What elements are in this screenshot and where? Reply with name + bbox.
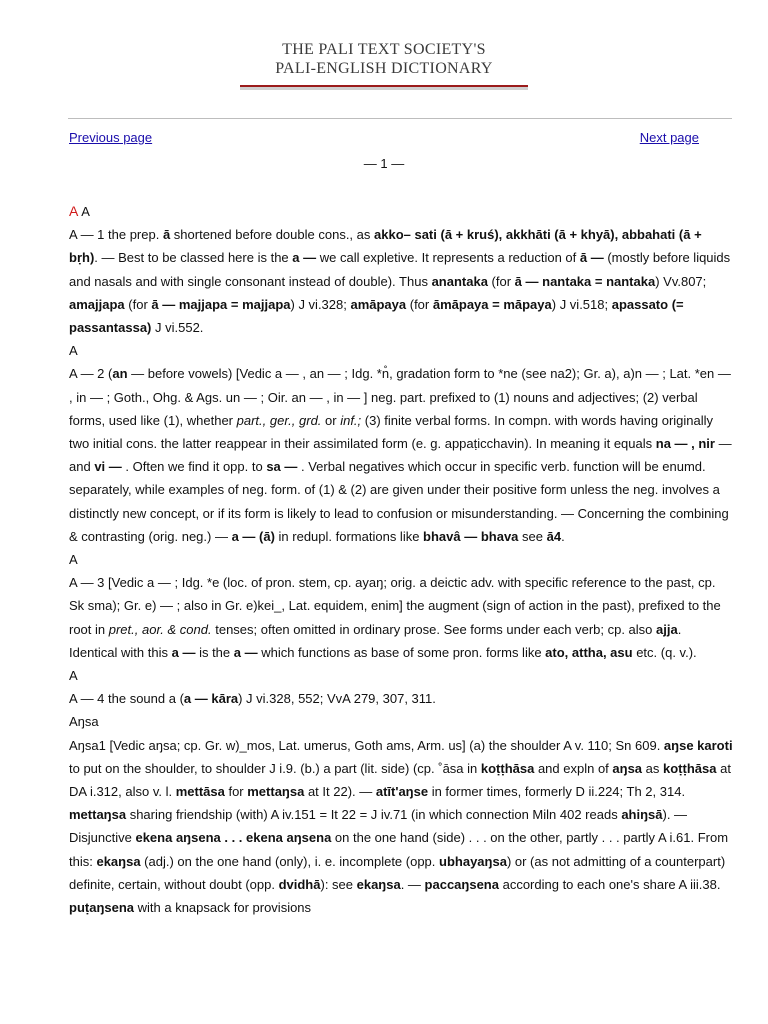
bold-term: ahiŋsā — [621, 807, 663, 823]
bold-term: ā — [162, 227, 171, 243]
bold-term: ā — majjapa = majjapa — [151, 296, 291, 312]
entry-headword: Aŋsa — [69, 714, 99, 730]
bold-term: akko– sati (ā + kruś), akkhāti (ā + khyā), abbahati (ā + bṛh) — [69, 227, 702, 266]
entries-list — [69, 223, 733, 919]
entry-body: Aŋsa1 [Vedic aŋsa; cp. Gr. w)_mos, Lat. umerus, Goth ams, Arm. us] (a) the shoulder A v. 110; Sn 609. aŋse karoti to put on the shoulder, to shoulder J i.9. (b.) a part (lit. side) (cp. ˚āsa in koṭṭhāsa and expln of aŋsa as koṭṭhāsa at DA i.312, also v. l. mettāsa for mettaŋsa at It 22). — atīt'aŋse in former times, formerly D ii.224; Th 2, 314. mettaŋsa sharing friendship (with) A iv.151 = It 22 = J iv.71 (in which connection Miln 402 reads ahiŋsā). — Disjunctive ekena aŋsena . . . ekena aŋsena on the one hand (side) . . . on the other, partly . . . partly A i.61. From this: ekaŋsa (adj.) on the one hand (only), i. e. incomplete (opp. ubhayaŋsa) or (as not admitting of a counterpart) definite, certain, without doubt (opp. dvidhā): see ekaŋsa. — paccaŋsena according to each one's share A iii.38. puṭaŋsena with a knapsack for provisions — [69, 737, 733, 916]
bold-term: a — — [171, 644, 196, 660]
bold-term: vi — — [94, 459, 122, 475]
bold-term: an — [112, 366, 128, 382]
entry-headword: A — [69, 343, 78, 359]
bold-term: bhavâ — bhava — [423, 528, 519, 544]
entry-body: A — 2 (an — before vowels) [Vedic a — , an — ; Idg. *n̊, gradation form to *ne (see na2); Gr. a), a)n — ; Lat. *en — , in — ; Goth., Ohg. & Ags. un — ; Oir. an — , in — ] neg. part. prefixed to (1) nouns and adjectives; (2) verbal forms, used like (1), whether part., ger., grd. or inf.; (3) finite verbal forms. In compn. with words having originally two initial cons. the latter reappear in their assimilated form (e. g. appaṭicchavin). In meaning it equals na — , nir — and vi — . Often we find it opp. to sa — . Verbal negatives which occur in specific verb. function will be enumd. separately, while examples of neg. form. of (1) & (2) are given under their positive form unless the neg. involves a distinctly new concept, or if its form is likely to lead to confusion or misunderstanding. — Concerning the combining & contrasting (orig. neg.) — a — (ā) in redupl. formations like bhavâ — bhava see ā4. — [69, 366, 732, 544]
previous-page-link[interactable]: Previous page — [69, 130, 153, 145]
bold-term: ekaŋsa — [356, 876, 401, 892]
bold-term: paccaŋsena — [424, 876, 499, 892]
bold-term: ā4 — [546, 528, 562, 544]
bold-term: ubhayaŋsa — [439, 853, 507, 869]
top-divider — [68, 118, 732, 119]
bold-term: a — (ā) — [231, 528, 275, 544]
bold-term: a — — [233, 644, 258, 660]
bold-term: amajjapa — [69, 296, 125, 312]
bold-term: amāpaya — [350, 296, 407, 312]
bold-term: ā — — [579, 250, 604, 266]
next-page-link[interactable]: Next page — [639, 130, 699, 145]
bold-term: atīt'aŋse — [375, 784, 429, 800]
header-rule-shadow — [240, 87, 528, 90]
bold-term: ekena aŋsena . . . ekena aŋsena — [135, 830, 332, 846]
bold-term: mettaŋsa — [69, 807, 127, 823]
italic-term: part., ger., grd. — [236, 412, 322, 428]
bold-term: a — kāra — [183, 691, 239, 707]
bold-term: aŋsa — [612, 760, 643, 776]
bold-term: dvidhā — [278, 876, 321, 892]
bold-term: aŋse karoti — [663, 737, 733, 753]
dictionary-content — [69, 200, 733, 919]
bold-term: ā — nantaka = nantaka — [514, 273, 656, 289]
entry-body: A — 4 the sound a (a — kāra) J vi.328, 552; VvA 279, 307, 311. — [69, 691, 436, 707]
bold-term: sa — — [266, 459, 298, 475]
italic-term: pret., aor. & cond. — [108, 621, 212, 637]
italic-term: inf.; — [340, 412, 362, 428]
bold-term: mettaŋsa — [247, 784, 305, 800]
bold-term: koṭṭhāsa — [480, 760, 535, 776]
bold-term: ekaŋsa — [96, 853, 141, 869]
letter-heading — [69, 200, 733, 223]
bold-term: ato, attha, asu — [545, 644, 633, 660]
entry-body: A — 3 [Vedic a — ; Idg. *e (loc. of pron. stem, cp. ayaŋ; orig. a deictic adv. with specific reference to the past, cp. Sk sma); Gr. e) — ; also in Gr. e)kei_, Lat. equidem, enim] the augment (sign of action in the past), prefixed to the root in pret., aor. & cond. tenses; often omitted in ordinary prose. See forms under each verb; cp. also ajja. Identical with this a — is the a — which functions as base of some pron. forms like ato, attha, asu etc. (q. v.). — [69, 575, 721, 660]
entry-headword: A — [69, 552, 78, 568]
bold-term: puṭaŋsena — [69, 900, 135, 916]
bold-term: koṭṭhāsa — [663, 760, 717, 776]
page-number: — 1 — — [363, 156, 405, 171]
entry-body: A — 1 the prep. ā shortened before double cons., as akko– sati (ā + kruś), akkhāti (ā + khyā), abbahati (ā + bṛh). — Best to be classed here is the a — we call expletive. It represents a reduction of ā — (mostly before liquids and nasals and with single consonant instead of double). Thus anantaka (for ā — nantaka = nantaka) Vv.807; amajjapa (for ā — majjapa = majjapa) J vi.328; amāpaya (for āmāpaya = māpaya) J vi.518; apassato (= passantassa) J vi.552. — [69, 227, 731, 336]
dictionary-header — [0, 40, 768, 90]
bold-term: āmāpaya = māpaya — [432, 296, 552, 312]
title-line-2: PALI-ENGLISH DICTIONARY — [275, 60, 493, 77]
title-line-1: THE PALI TEXT SOCIETY'S — [282, 41, 486, 58]
letter-heading-rest: A — [78, 204, 90, 219]
bold-term: apassato (= passantassa) — [69, 296, 684, 336]
bold-term: ajja — [656, 621, 678, 637]
entry-headword: A — [69, 668, 78, 684]
bold-term: a — — [292, 250, 317, 266]
bold-term: mettāsa — [175, 784, 225, 800]
bold-term: anantaka — [431, 273, 488, 289]
bold-term: na — , nir — [655, 436, 715, 452]
letter-heading-red: A — [69, 203, 79, 219]
